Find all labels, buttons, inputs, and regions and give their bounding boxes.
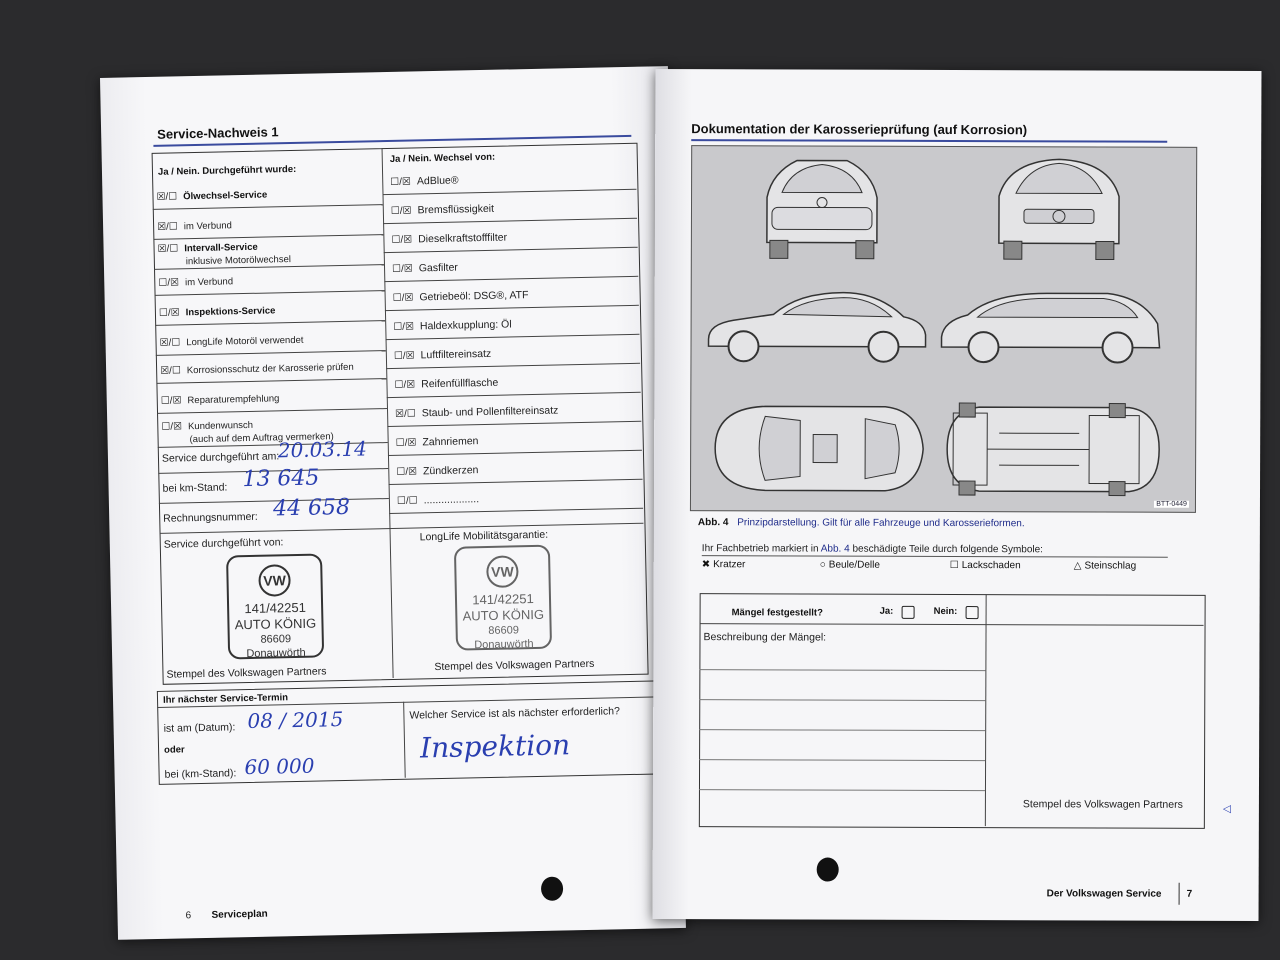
service-date-label: Service durchgeführt am: [161, 450, 280, 465]
instruction-pre: Ihr Fachbetrieb markiert in [701, 543, 819, 555]
exchange-item [393, 314, 512, 334]
no-checkbox[interactable] [966, 606, 979, 619]
yes-no-checkbox[interactable]: ☐/☒ [393, 321, 415, 333]
dealer-stamp [226, 553, 324, 659]
figure-code: BTT-0449 [1156, 500, 1187, 508]
stamp-dealer-city: 86609 Donauwörth [246, 633, 306, 661]
continue-triangle-icon: ◁ [1222, 802, 1232, 815]
exchange-item [397, 489, 480, 509]
performed-by-label: Service durchgeführt von: [163, 536, 284, 551]
binder-hole [541, 876, 563, 900]
symbol-rule [702, 555, 1168, 558]
exchange-item-label: Gasfilter [418, 261, 458, 275]
yes-no-checkbox[interactable]: ☐/☒ [161, 421, 183, 433]
service-record-title: Service-Nachweis 1 [157, 124, 279, 142]
car-front-view [984, 151, 1134, 264]
yes-no-checkbox[interactable]: ☒/☐ [394, 408, 416, 420]
car-side-left-view [703, 284, 929, 371]
description-label: Beschreibung der Mängel: [703, 631, 827, 644]
or-label: oder [163, 744, 185, 756]
performed-item-label: LongLife Motoröl verwendet [186, 334, 304, 349]
performed-item [159, 300, 276, 320]
stamp-caption-right: Stempel des Volkswagen Partners [434, 657, 595, 674]
km-label: bei km-Stand: [162, 481, 228, 495]
exchange-item-label: Staub- und Pollenfiltereinsatz [421, 404, 559, 420]
symbol-label: Steinschlag [1084, 560, 1137, 572]
yes-no-checkbox[interactable]: ☐/☒ [395, 437, 417, 449]
yes-checkbox[interactable] [902, 606, 915, 619]
symbol-glyph-icon: ○ [819, 559, 826, 571]
performed-item [158, 271, 233, 291]
next-service-label: Welcher Service ist als nächster erforderlich? [409, 705, 620, 722]
invoice-value: 44 658 [272, 494, 351, 522]
yes-no-checkbox[interactable]: ☒/☐ [160, 365, 181, 377]
exchange-item-label: Luftfiltereinsatz [420, 347, 492, 362]
next-date-value: 08 / 2015 [247, 707, 344, 734]
yes-no-checkbox[interactable]: ☒/☐ [157, 221, 178, 233]
yes-no-checkbox[interactable]: ☐/☒ [158, 307, 180, 319]
performed-item-label: Intervall-Service [184, 241, 258, 255]
symbol-glyph-icon: △ [1073, 560, 1082, 572]
car-rear-view [752, 152, 892, 262]
next-km-value: 60 000 [244, 753, 315, 780]
yes-no-checkbox[interactable]: ☐/☒ [390, 205, 412, 217]
figure-caption [698, 517, 1025, 529]
title-rule [691, 139, 1167, 143]
next-service-title: Ihr nächster Service-Termin [162, 692, 289, 706]
exchange-item-label: Zahnriemen [422, 435, 479, 449]
performed-item-label: Kundenwunsch [187, 419, 254, 433]
yes-no-checkbox[interactable]: ☐/☒ [396, 466, 418, 478]
performed-item-label: Reparaturempfehlung [187, 393, 280, 407]
yes-no-checkbox[interactable]: ☒/☐ [156, 191, 178, 203]
exchange-item-label: Getriebeöl: DSG®, ATF [419, 289, 529, 304]
yes-no-checkbox[interactable]: ☐/☒ [391, 234, 413, 246]
exchange-item-label: Dieselkraftstofffilter [418, 231, 508, 246]
exchange-item-label: AdBlue® [416, 174, 459, 188]
footer-divider [1179, 883, 1180, 905]
stamp-dealer-city: 86609 Donauwörth [474, 624, 534, 652]
car-underbody-view [939, 399, 1163, 500]
exchange-item-label: Reifenfüllflasche [421, 376, 499, 391]
stamp-dealer-number: 141/42251 [472, 591, 534, 608]
no-label: Nein: [933, 605, 958, 618]
yes-no-checkbox[interactable]: ☐/☒ [393, 350, 415, 362]
vw-logo-icon: VW [486, 555, 519, 588]
stamp-caption-left: Stempel des Volkswagen Partners [166, 665, 327, 681]
exchange-item [391, 199, 495, 219]
yes-no-checkbox[interactable]: ☐/☒ [160, 395, 182, 407]
footer-right: Der Volkswagen Service [1046, 888, 1162, 900]
exchange-item-label: Bremsflüssigkeit [417, 202, 495, 217]
mobility-label: LongLife Mobilitätsgarantie: [419, 528, 549, 544]
vw-logo-icon: VW [258, 564, 291, 597]
symbol-label: Kratzer [713, 559, 746, 571]
stamp-dealer-name: AUTO KÖNIG [234, 615, 317, 633]
defects-box [699, 593, 1206, 829]
figure-caption-label: Abb. 4 [697, 517, 729, 529]
footer-left: Serviceplan [211, 908, 268, 921]
page-number-right: 7 [1186, 888, 1193, 900]
symbol-label: Lackschaden [961, 560, 1021, 572]
car-diagram [690, 145, 1197, 513]
symbol-instruction [702, 543, 1043, 555]
exchange-item-label: Haldexkupplung: Öl [419, 318, 512, 333]
performed-item-sublabel: inklusive Motorölwechsel [185, 254, 292, 268]
exchange-item-label: ................... [423, 493, 480, 507]
symbol-item [1074, 560, 1136, 571]
performed-item [157, 215, 232, 235]
instruction-link[interactable]: Abb. 4 [820, 543, 850, 555]
performed-item [157, 236, 291, 268]
performed-item-label: Korrosionsschutz der Karosserie prüfen [186, 361, 354, 377]
performed-item [156, 185, 267, 205]
left-page [100, 66, 686, 940]
performed-item-label: im Verbund [183, 220, 233, 233]
exchange-item-label: Zündkerzen [422, 464, 479, 478]
exchange-item [395, 431, 478, 451]
symbol-item [820, 560, 880, 571]
yes-no-checkbox[interactable]: ☐/☒ [394, 379, 416, 391]
performed-item [159, 330, 303, 351]
yes-no-checkbox[interactable]: ☐/☒ [158, 277, 180, 289]
symbol-item [950, 560, 1021, 571]
instruction-post: beschädigte Teile durch folgende Symbole: [852, 543, 1043, 556]
exchange-item [392, 285, 528, 306]
stamp-dealer-number: 141/42251 [244, 599, 307, 617]
body-check-title: Dokumentation der Karosserieprüfung (auf Korrosion) [691, 121, 1028, 138]
exchange-item [391, 228, 507, 248]
exchange-item [394, 344, 492, 364]
service-date-value: 20.03.14 [277, 436, 368, 463]
invoice-label: Rechnungsnummer: [163, 510, 258, 525]
yes-no-checkbox[interactable]: ☒/☐ [157, 243, 179, 255]
symbol-item [702, 559, 746, 570]
yes-no-checkbox[interactable]: ☐/☒ [392, 292, 414, 304]
next-km-label: bei (km-Stand): [164, 767, 237, 781]
exchange-item [392, 258, 458, 277]
yes-label: Ja: [879, 605, 894, 617]
symbol-label: Beule/Delle [828, 559, 880, 571]
stamp-caption-defects: Stempel des Volkswagen Partners [1022, 798, 1183, 811]
symbol-glyph-icon: ✖ [701, 559, 711, 571]
next-service-value: Inspektion [419, 728, 571, 765]
col2-header: Ja / Nein. Wechsel von: [389, 151, 496, 165]
yes-no-checkbox[interactable]: ☐/☐ [396, 495, 418, 507]
km-value: 13 645 [242, 465, 320, 493]
defects-label: Mängel festgestellt? [731, 607, 823, 619]
yes-no-checkbox[interactable]: ☐/☒ [391, 263, 413, 275]
car-side-right-view [937, 285, 1163, 372]
exchange-item [390, 171, 459, 190]
binder-hole [817, 858, 839, 882]
performed-item-sublabel: (auch auf dem Auftrag vermerken) [189, 431, 334, 446]
right-page [653, 69, 1262, 921]
car-top-view [705, 398, 929, 499]
performed-item [161, 388, 280, 408]
performed-item-label: im Verbund [184, 276, 234, 289]
exchange-item [394, 373, 498, 393]
exchange-item [395, 400, 559, 421]
col1-header: Ja / Nein. Durchgeführt wurde: [157, 163, 297, 178]
stamp-dealer-name: AUTO KÖNIG [462, 606, 545, 624]
yes-no-checkbox[interactable]: ☒/☐ [159, 337, 181, 349]
exchange-item [396, 460, 479, 480]
yes-no-checkbox[interactable]: ☐/☒ [390, 176, 412, 188]
mobility-stamp [454, 545, 552, 651]
figure-caption-text: Prinzipdarstellung. Gilt für alle Fahrzeuge und Karosserieformen. [737, 517, 1025, 530]
performed-item-label: Inspektions-Service [185, 305, 276, 319]
symbol-glyph-icon: ☐ [949, 559, 959, 572]
performed-item-label: Ölwechsel-Service [183, 189, 268, 203]
next-date-label: ist am (Datum): [163, 721, 236, 735]
page-number-left: 6 [185, 910, 192, 922]
